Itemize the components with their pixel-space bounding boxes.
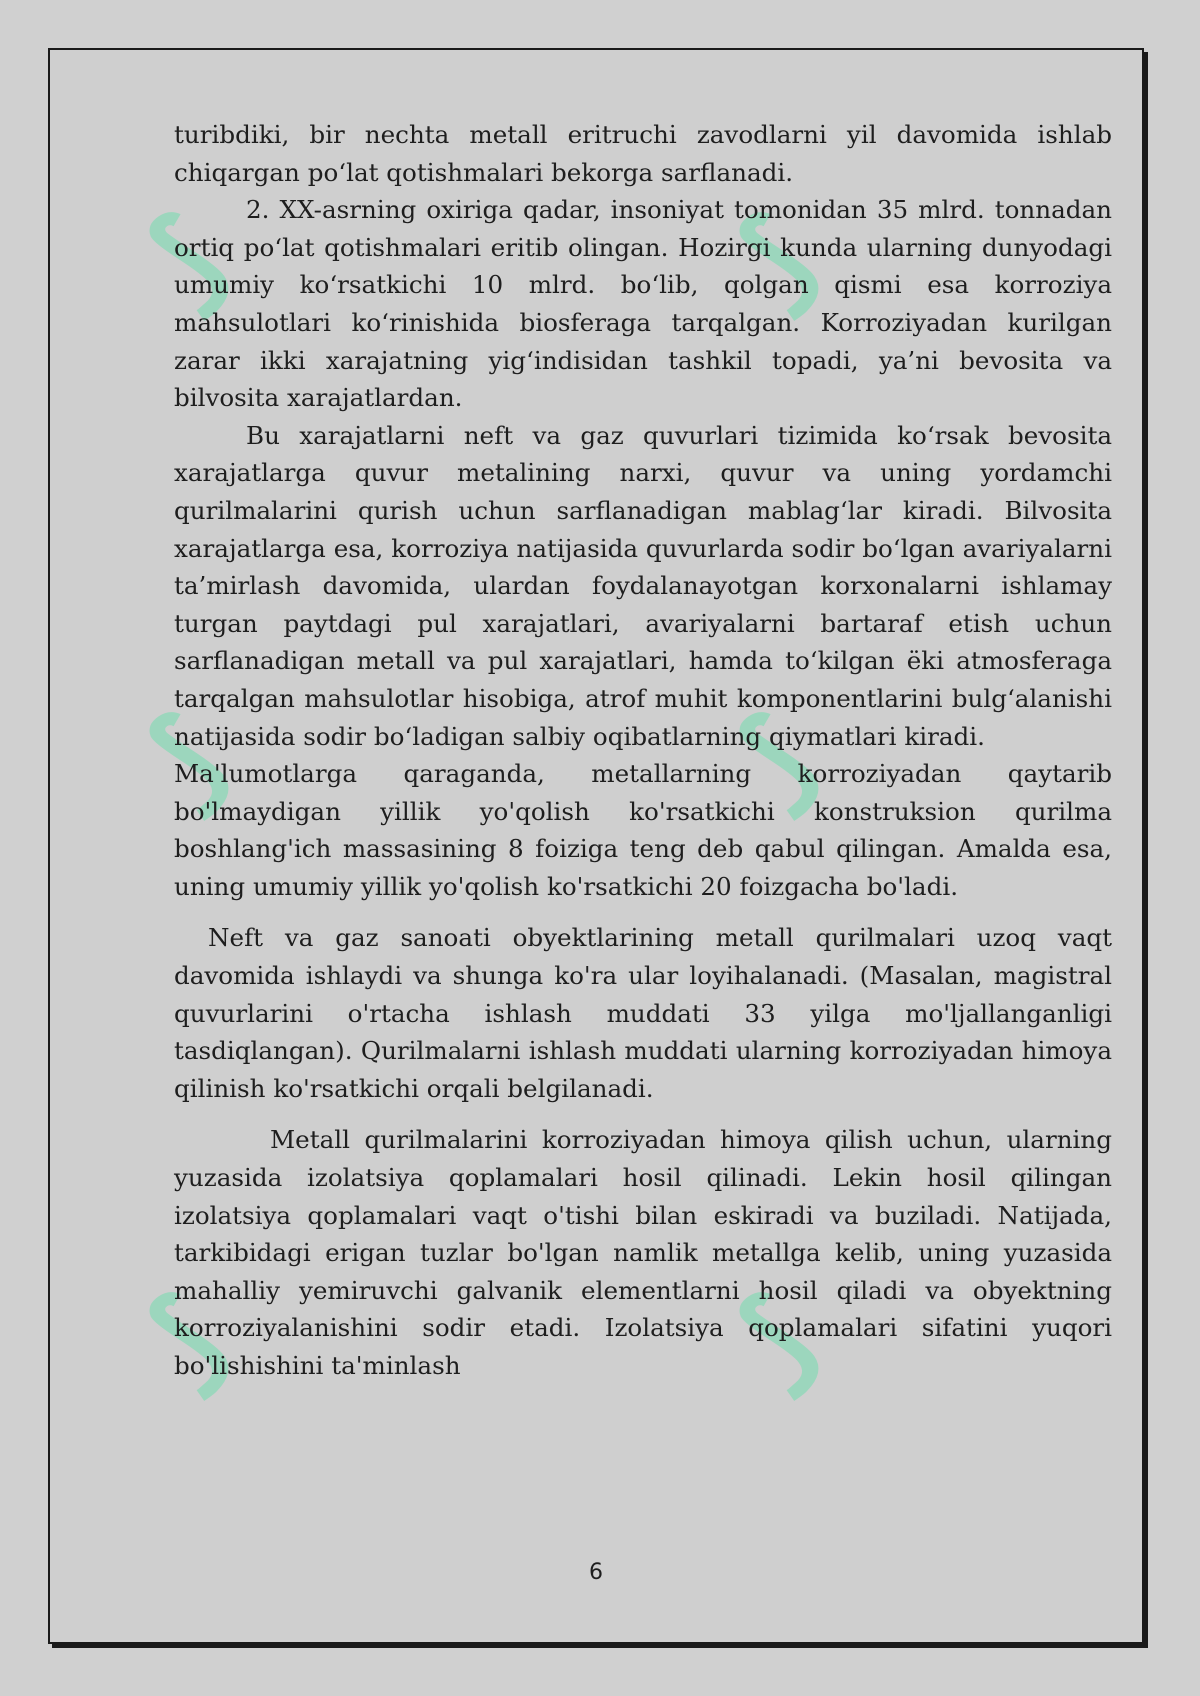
paragraph: Bu xarajatlarni neft va gaz quvurlari tizimida ko‘rsak bevosita xarajatlarga quvur metalining narxi, quvur va uning yordamchi qurilmalarini qurish uchun sarflanadigan mablag‘lar kiradi. Bilvosita xarajatlarga esa, korroziya natijasida quvurlarda sodir bo‘lgan avariyalarni ta’mirlash davomida, ulardan foydalanayotgan korxonalarni ishlamay turgan paytdagi pul xarajatlari, avariyalarni bartaraf etish uchun sarflanadigan metall va pul xarajatlari, hamda to‘kilgan ёki atmosferaga tarqalgan mahsulotlar hisobiga, atrof muhit komponentlarini bulg‘alanishi natijasida sodir bo‘ladigan salbiy oqibatlarning qiymatlari kiradi. [174, 420, 1112, 751]
watermark-mark: ⟆ [124, 1266, 250, 1413]
paragraph: Neft va gaz sanoati obyektlarining metall qurilmalari uzoq vaqt davomida ishlaydi va shunga ko'ra ular loyihalanadi. (Masalan, magistral quvurlarini o'rtacha ishlash muddati 33 yilga mo'ljallanganligi tasdiqlangan). Qurilmalarni ishlash muddati ularning korroziyadan himoya qilinish ko'rsatkichi orqali belgilanadi. [174, 923, 1112, 1103]
paragraph: 2. XX-asrning oxiriga qadar, insoniyat tomonidan 35 mlrd. tonnadan ortiq po‘lat qotishmalari eritib olingan. Hozirgi kunda ularning dunyodagi umumiy ko‘rsatkichi 10 mlrd. bo‘lib, qolgan qismi esa korroziya mahsulotlari ko‘rinishida biosferaga tarqalgan. Korroziyadan kurilgan zarar ikki xarajatning yig‘indisidan tashkil topadi, ya’ni bevosita va bilvosita xarajatlardan. [174, 195, 1112, 413]
document-page [48, 48, 1144, 1644]
page-number: 6 [589, 1560, 603, 1585]
paragraph: Metall qurilmalarini korroziyadan himoya qilish uchun, ularning yuzasida izolatsiya qoplamalari hosil qilinadi. Lekin hosil qilingan izolatsiya qoplamalari vaqt o'tishi bilan eskiradi va buziladi. Natijada, tarkibidagi erigan tuzlar bo'lgan namlik metallga kelib, uning yuzasida mahalliy yemiruvchi galvanik elementlarni hosil qiladi va obyektning korroziyalanishini sodir etadi. Izolatsiya qoplamalari sifatini yuqori bo'lishishini ta'minlash [174, 1125, 1112, 1380]
watermark-mark: ⟆ [714, 186, 840, 333]
paragraph: Ma'lumotlarga qaraganda, metallarning korroziyadan qaytarib bo'lmaydigan yillik yo'qolish ko'rsatkichi konstruksion qurilma boshlang'ich massasining 8 foiziga teng deb qabul qilingan. Amalda esa, uning umumiy yillik yo'qolish ko'rsatkichi 20 foizgacha bo'ladi. [174, 759, 1112, 901]
watermark-mark: ⟆ [714, 686, 840, 833]
page-body [174, 116, 1112, 1385]
watermark-mark: ⟆ [124, 686, 250, 833]
watermark-mark: ⟆ [714, 1266, 840, 1413]
watermark-mark: ⟆ [124, 186, 250, 333]
paragraph: turibdiki, bir nechta metall eritruchi zavodlarni yil davomida ishlab chiqargan po‘lat qotishmalari bekorga sarflanadi. [174, 120, 1112, 187]
